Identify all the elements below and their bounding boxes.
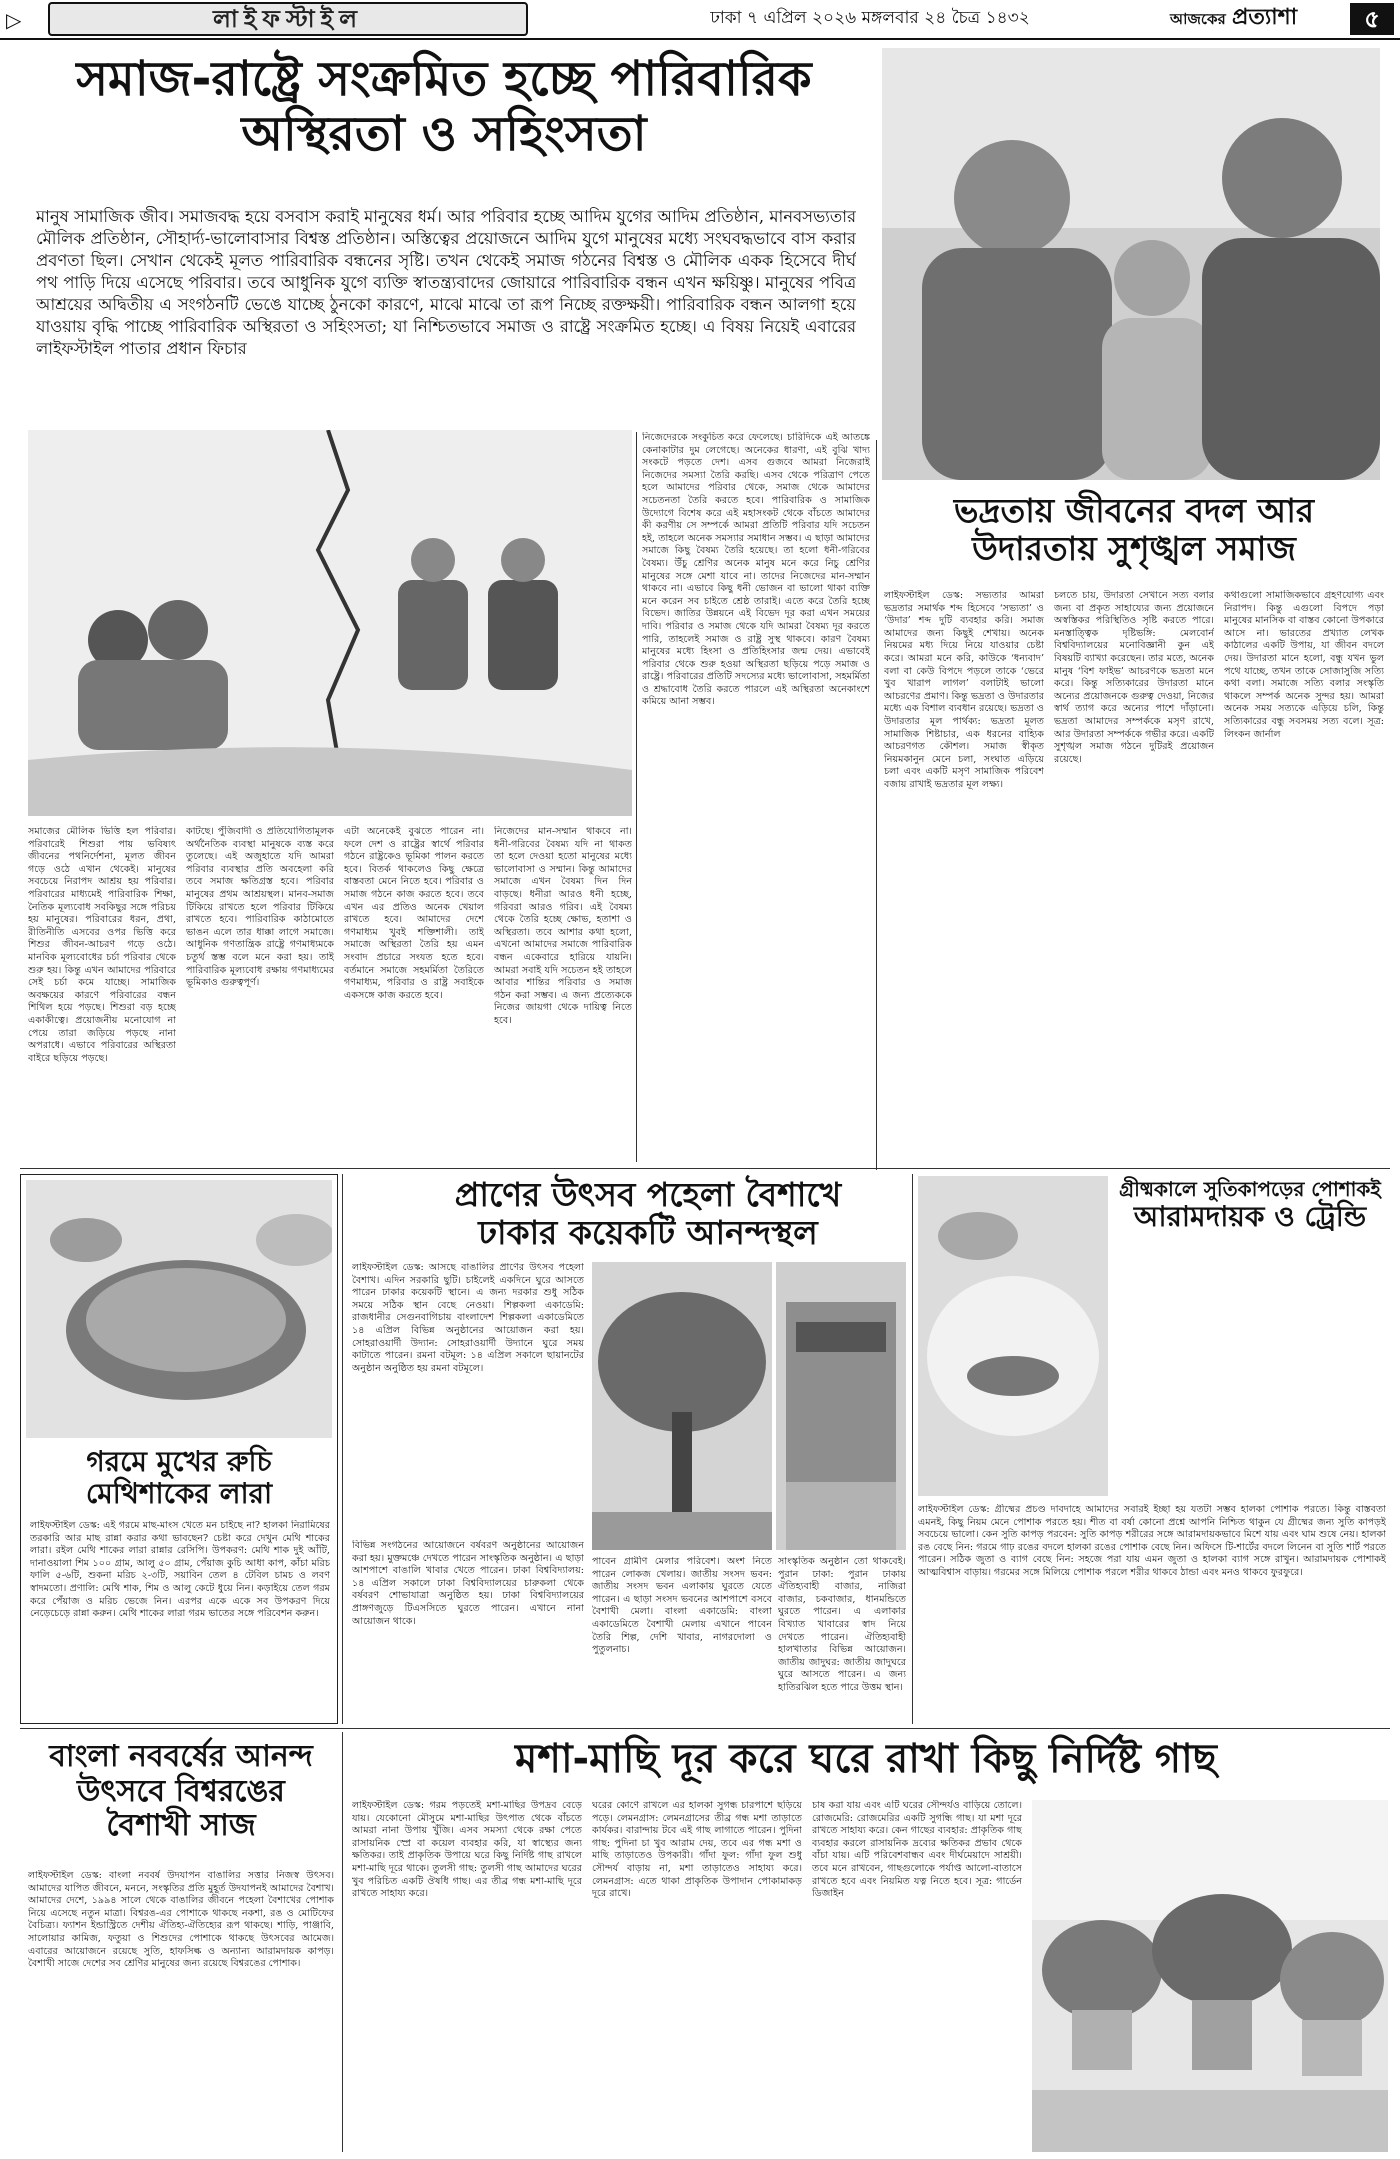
column-divider — [342, 1174, 343, 1724]
boishakh-museum-graphic — [776, 1262, 906, 1550]
couple-photo-graphic — [882, 48, 1380, 480]
bhadrata-headline-line2: উদারতায় সুশৃঙ্খল সমাজ — [972, 528, 1296, 568]
lead-headline — [24, 52, 864, 162]
saj-body: লাইফস্টাইল ডেস্ক: বাংলা নববর্ষ উদযাপন বাঙালির সত্তার নিজস্ব উৎসব। আমাদের যাপিত জীবনে, মননে, সংস্কৃতির প্রতি মুহূর্ত উদযাপনই আমাদের বৈশাখ। আমাদের দেশে, ১৯৯৪ সালে থেকে বাঙালির জীবনে পহেলা বৈশাখের পোশাক নিয়ে এসেছে নতুন মাত্রা। বিশ্বরঙ-এর পোশাকে থাকছে নকশা, রঙ ও মোটিফের বৈচিত্র্য। ফ্যাশন ইন্ডাস্ট্রিতে দেশীয় ঐতিহ্য-ঐতিহ্যের রূপ থাকছে। শাড়ি, পাঞ্জাবি, সালোয়ার কামিজ, ফতুয়া ও শিশুদের পোশাকে থাকছে উৎসবের আমেজ। এবারের আয়োজনে রয়েছে সুতি, হাফসিল্ক ও অন্যান্য আরামদায়ক কাপড়। বৈশাখী সাজে দেশের সব শ্রেণির মানুষের জন্য রয়েছে বিশ্বরঙের পোশাক। — [28, 1870, 334, 1970]
column-divider — [636, 432, 637, 1162]
methi-body: লাইফস্টাইল ডেস্ক: এই গরমে মাছ-মাংস খেতে মন চাইছে না? হালকা নিরামিষের তরকারি আর মাছ রান্না করার কথা ভাবছেন? চেষ্টা করে দেখুন মেথি শাকের লারা। রইল মেথি শাকের লারা রান্নার রেসিপি। উপকরণ: মেথি শাক দুই আঁটি, দানাওয়ালা শিম ১০০ গ্রাম, আলু ৫০ গ্রাম, পেঁয়াজ কুচি আধা কাপ, কাঁচা মরিচ ফালি ৫-৬টি, শুকনা মরিচ ২-৩টি, সয়াবিন তেল ৪ টেবিল চামচ ও লবণ স্বাদমতো। প্রণালি: মেথি শাক, শিম ও আলু কেটে ধুয়ে নিন। কড়াইয়ে তেল গরম করে পেঁয়াজ ও মরিচ ভেজে নিন। এরপর একে একে সব উপকরণ দিয়ে নেড়েচেড়ে রান্না করুন। মেথি শাকের লারা গরম ভাতের সঙ্গে পরিবেশন করুন। — [30, 1520, 330, 1620]
page-number: ৫ — [1350, 3, 1394, 35]
boishakh-headline — [348, 1176, 948, 1252]
lead-body-col3: এটা অনেকেই বুঝতে পারেন না। ফলে দেশ ও রাষ্ট্রের স্বার্থে পরিবার গঠনে রাষ্ট্রকেও ভূমিকা পালন করতে হবে। বিতর্ক থাকলেও কিছু ক্ষেত্রে বাস্তবতা মেনে নিতে হবে। পরিবার ও সমাজ গঠনে কাজ করতে হবে। তবে এখন এর প্রতিও অনেক খেয়াল রাখতে হবে। আমাদের দেশে গণমাধ্যম খুবই শক্তিশালী। তাই সমাজে অস্থিরতা তৈরি হয় এমন সংবাদ প্রচারে সংযত হতে হবে। বর্তমানে সমাজে সহমর্মিতা তৈরিতে গণমাধ্যম, পরিবার ও রাষ্ট্র সবাইকে একসঙ্গে কাজ করতে হবে। — [344, 826, 484, 1001]
brand-name: প্রত্যাশা — [1231, 5, 1298, 30]
saj-headline — [24, 1740, 338, 1844]
sutikapor-headline-line2: আরামদায়ক ও ট্রেন্ডি — [1133, 1200, 1367, 1233]
rice-fish-graphic — [918, 1176, 1108, 1496]
column-divider — [876, 440, 877, 1170]
saj-headline-line3: বৈশাখী সাজ — [106, 1808, 256, 1843]
bhadrata-headline — [884, 492, 1384, 568]
boishakh-col4: সাংস্কৃতিক অনুষ্ঠান তো থাকবেই। পুরান ঢাকা: পুরান ঢাকায় ঐতিহ্যবাহী বাজার, নাজিরা বাজার, চকবাজার, ধানমন্ডিতে ঘুরতে পারেন। এ এলাকার বিখ্যাত খাবারের স্বাদ নিয়ে দেখতে পারেন। ঐতিহ্যবাহী হালখাতার বিভিন্ন আয়োজন। জাতীয় জাদুঘর: জাতীয় জাদুঘরে ঘুরে আসতে পারেন। এ জন্য হাতিরঝিল হতে পারে উত্তম স্থান। — [778, 1556, 906, 1693]
moshamachhi-col3: চাষ করা যায় এবং এটি ঘরের সৌন্দর্যও বাড়িয়ে তোলে। রোজমেরি: রোজমেরির একটি সুগন্ধি গাছ। যা মশা দূরে রাখতে সাহায্য করে। কেন গাছের ব্যবহার: প্রাকৃতিক গাছ ব্যবহার করলে রাসায়নিক দ্রব্যের ক্ষতিকর প্রভাব থেকে বাঁচা যায়। এটি পরিবেশবান্ধব এবং দীর্ঘমেয়াদে সাশ্রয়ী। তবে মনে রাখবেন, গাছগুলোকে পর্যাপ্ত আলো-বাতাসে রাখতে হবে এবং নিয়মিত যত্ন নিতে হবে। সূত্র: গার্ডেন ডিজাইন — [812, 1800, 1022, 1900]
section-divider — [20, 1168, 1390, 1169]
moshamachhi-headline: মশা-মাছি দূর করে ঘরে রাখা কিছু নির্দিষ্ট গাছ — [515, 1736, 1217, 1782]
column-divider — [912, 1174, 913, 1724]
arrow-right-icon: ▷ — [6, 8, 22, 32]
lead-body-right: নিজেদেরকে সংকুচিত করে ফেলেছে। চারিদিকে এই আতঙ্কে কেনাকাটার দুম লেগেছে। অনেকের ধারণা, এই বুঝি খাদ্য সংকটে পড়তে দেশ। এসব গুজবে আমরা নিজেরাই নিজেদের সমস্যা তৈরি করছি। এসব থেকে পরিত্রাণ পেতে হলে আমাদের পরিবার থেকে, সমাজ থেকে আমাদের সচেতনতা তৈরি করতে হবে। পারিবারিক ও সামাজিক উদ্যোগে বিশেষ করে এই মহাসংকট থেকে বাঁচতে আমাদের কী করণীয় সে সম্পর্কে আমরা প্রতিটি পরিবার যদি সচেতন হই, তাহলে অনেক সমস্যার সমাধান সম্ভব। এ ছাড়া আমাদের সমাজে কিছু বৈষম্য তৈরি হয়েছে। তা হলো ধনী-গরিবের বৈষম্য। উঁচু শ্রেণির অনেক মানুষ মনে করে নিচু শ্রেণির মানুষের সঙ্গে মেশা যাবে না। তাদের নিজেদের মান-সম্মান থাকবে না। এভাবে কিছু ধনী ভোজন বা ভালো থাকা ব্যক্তি মনে করেন সব চাইতে শ্রেষ্ঠ তারাই। এতে করে তৈরি হচ্ছে বিভেদ। জাতির উন্নয়নে এই বিভেদ দূর করা এখন সময়ের দাবি। পরিবার ও সমাজ থেকে যদি আমরা বৈষম্য দূর করতে পারি, তাহলেই সমাজ ও রাষ্ট্র সুস্থ থাকবে। কারণ বৈষম্য মানুষের মধ্যে হিংসা ও প্রতিহিংসার জন্ম দেয়। এভাবেই পরিবার থেকে শুরু হওয়া অস্থিরতা ছড়িয়ে পড়ে সমাজ ও রাষ্ট্রে। পরিবারের প্রতিটি সদস্যের মধ্যে ভালোবাসা, সহমর্মিতা ও শ্রদ্ধাবোধ তৈরি করতে পারলে এই অস্থিরতা অনেকাংশে কমিয়ে আনা সম্ভব। — [642, 432, 870, 708]
brand-logo — [1170, 4, 1340, 34]
section-divider — [20, 1728, 1390, 1729]
lead-headline-line2: অস্থিরতা ও সহিংসতা — [241, 106, 647, 163]
column-divider — [342, 1732, 343, 2152]
brand-prefix: আজকের — [1170, 10, 1226, 28]
methi-headline-line1: গরমে মুখের রুচি — [86, 1445, 272, 1478]
boishakh-headline-line2: ঢাকার কয়েকটি আনন্দস্থল — [478, 1212, 818, 1252]
masthead — [0, 0, 1400, 40]
saj-headline-line2: উৎসবে বিশ্বরঙের — [77, 1773, 285, 1809]
lead-intro: মানুষ সামাজিক জীব। সমাজবদ্ধ হয়ে বসবাস করাই মানুষের ধর্ম। আর পরিবার হচ্ছে আদিম যুগের আদিম প্রতিষ্ঠান, মানবসভ্যতার মৌলিক প্রতিষ্ঠান, সৌহার্দ্য-ভালোবাসার বিশ্বস্ত প্রতিষ্ঠান। অস্তিত্বের প্রয়োজনে আদিম যুগে মানুষের মধ্যে সংঘবদ্ধভাবে বাস করার প্রবণতা ছিল। সেখান থেকেই মূলত পারিবারিক বন্ধনের সৃষ্টি। তখন থেকেই সমাজ গঠনের বিশ্বস্ত ও মৌলিক একক হিসেবে দীর্ঘ পথ পাড়ি দিয়ে এসেছে পরিবার। তবে আধুনিক যুগে ব্যক্তি স্বাতন্ত্র্যবাদের জোয়ারে পারিবারিক বন্ধন এখন ক্ষয়িষ্ণু। মানুষের পবিত্র আশ্রয়ের অদ্বিতীয় এ সংগঠনটি ভেঙে যাচ্ছে ঠুনকো কারণে, মাঝে মাঝে তা রূপ নিচ্ছে রক্তক্ষয়ী। পারিবারিক বন্ধন আলগা হয়ে যাওয়ায় বৃদ্ধি পাচ্ছে পারিবারিক অস্থিরতা ও সহিংসতা; যা নিশ্চিতভাবে সমাজ ও রাষ্ট্রে সংক্রমিত হচ্ছে। এ বিষয় নিয়েই এবারের লাইফস্টাইল পাতার প্রধান ফিচার — [36, 207, 856, 358]
bhadrata-headline-line1: ভদ্রতায় জীবনের বদল আর — [953, 491, 1315, 530]
family-illustration-graphic — [28, 430, 632, 816]
boishakh-headline-line1: প্রাণের উৎসব পহেলা বৈশাখে — [454, 1175, 842, 1214]
methi-headline — [26, 1446, 332, 1510]
boishakh-col3: পাবেন গ্রামীণ মেলার পরিবেশ। অংশ নিতে পারেন লোকজ খেলায়। জাতীয় সংসদ ভবন: জাতীয় সংসদ ভবন এলাকায় ঘুরতে যেতে পারেন। এ ছাড়া সংসদ ভবনের আশপাশে বসবে বৈশাখী মেলা। বাংলা একাডেমি: বাংলা একাডেমিতে বৈশাখী মেলায় এখানে পাবেন তৈরি শিল্প, দেশি খাবার, নাগরদোলা ও পুতুলনাচ। — [592, 1556, 772, 1656]
bhadrata-col1: লাইফস্টাইল ডেস্ক: সভ্যতার আমরা ভদ্রতার সমার্থক শব্দ হিসেবে ‘সভ্যতা’ ও ‘উদার’ শব্দ দুটি ব্যবহার করি। সমাজ আমাদের জন্য কিছুই শেখায়। অনেক নিয়মের মধ্য দিয়ে নিয়ে যাওয়ার চেষ্টা করে। আমরা মনে করি, কাউকে ‘ধন্যবাদ’ বলা বা কেউ বিপদে পড়লে তাকে ‘ভেরে খুব খারাপ লাগল’ বলাটাই ভালো আচরণের প্রমাণ। কিন্তু ভদ্রতা ও উদারতার মধ্যে এক বিশাল ব্যবধান রয়েছে। ভদ্রতা ও উদারতার মূল পার্থক্য: ভদ্রতা মূলত সামাজিক শিষ্টাচার, এক ধরনের বাহ্যিক আচরণগত কৌশল। সমাজ স্বীকৃত নিয়মকানুন মেনে চলা, সংঘাত এড়িয়ে চলা এবং একটি মসৃণ সামাজিক পরিবেশ বজায় রাখাই ভদ্রতার মূল লক্ষ্য। — [884, 590, 1044, 790]
balcony-plants-graphic — [1032, 1800, 1388, 2152]
sutikapor-headline-line1: গ্রীষ্মকালে সুতিকাপড়ের পোশাকই — [1119, 1177, 1381, 1201]
lead-body-col2: কাটছে। পুঁজিবাদী ও প্রতিযোগিতামূলক অর্থনৈতিক ব্যবস্থা মানুষকে ব্যস্ত করে তুলেছে। এই অজুহাতে যদি আমরা পরিবার ব্যবস্থার প্রতি অবহেলা করি তবে সমাজ ক্ষতিগ্রস্ত হবে। পরিবার মানুষের প্রথম আশ্রয়স্থল। মানব-সমাজ টিকিয়ে রাখতে হলে পরিবার টিকিয়ে রাখতে হবে। পারিবারিক কাঠামোতে ভাঙন এলে তার ধাক্কা লাগে সমাজে। আধুনিক গণতান্ত্রিক রাষ্ট্রে গণমাধ্যমকে চতুর্থ স্তম্ভ বলে মনে করা হয়। তাই পারিবারিক মূল্যবোধ রক্ষায় গণমাধ্যমের ভূমিকাও গুরুত্বপূর্ণ। — [186, 826, 334, 989]
bhadrata-col3: কথাগুলো সামাজিকভাবে গ্রহণযোগ্য এবং নিরাপদ। কিন্তু এগুলো বিপদে পড়া মানুষের মানসিক বা বাস্তব কোনো উপকারে আসে না। ভারতের প্রখ্যাত লেখক কাঠালের একটি উপায়, যা জীবন বদলে দেয়। উদারতা মানে হলো, বন্ধু যখন ভুল পথে যাচ্ছে, তখন তাকে সোজাসুজি সত্যি কথা বলা। সমাজে সত্যি বলার সংস্কৃতি থাকলে সম্পর্ক অনেক সুন্দর হয়। আমরা অনেক সময় সত্যকে এড়িয়ে চলি, কিন্তু সত্যিকারের বন্ধু সবসময় সত্য বলে। সূত্র: লিংকন জার্নাল — [1224, 590, 1384, 740]
boishakh-tree-graphic — [592, 1262, 772, 1550]
section-title: লাইফস্টাইল — [48, 2, 528, 36]
saj-headline-line1: বাংলা নববর্ষের আনন্দ — [49, 1739, 313, 1774]
balcony-plants-photo — [1032, 1800, 1388, 2152]
rice-fish-photo — [918, 1176, 1108, 1496]
methi-photo-graphic — [26, 1180, 332, 1438]
sutikapor-headline — [1112, 1178, 1388, 1233]
date-line: ঢাকা ৭ এপ্রিল ২০২৬ মঙ্গলবার ২৪ চৈত্র ১৪৩২ — [710, 8, 1030, 28]
boishakh-col1: লাইফস্টাইল ডেস্ক: আসছে বাঙালির প্রাণের উৎসব পহেলা বৈশাখ। এদিন সরকারি ছুটি। চাইলেই একদিনে ঘুরে আসতে পারেন ঢাকার কয়েকটি স্থানে। এ জন্য দরকার শুধু সঠিক সময়ে সঠিক স্থান বেছে নেওয়া। শিল্পকলা একাডেমি: রাজধানীর সেগুনবাগিচায় বাংলাদেশ শিল্পকলা একাডেমিতে ১৪ এপ্রিল বিভিন্ন অনুষ্ঠানের আয়োজন করা হয়। সোহরাওয়ার্দী উদ্যান: সোহরাওয়ার্দী উদ্যানে ঘুরে সময় কাটাতে পারেন। রমনা বটমূল: ১৪ এপ্রিল সকালে ছায়ানটের অনুষ্ঠান অনুষ্ঠিত হয় রমনা বটমূলে। — [352, 1262, 584, 1374]
sutikapor-body: লাইফস্টাইল ডেস্ক: গ্রীষ্মের প্রচণ্ড দাবদাহে আমাদের সবারই ইচ্ছা হয় যতটা সম্ভব হালকা পোশাক পরতে। কিন্তু বাস্তবতা এমনই, কিছু নিয়ম মেনে পোশাক পরতে হয়। শীত বা বর্ষা কোনো প্রশ্নে আপনি নিশ্চিত থাকুন যে গ্রীষ্মের জন্য সুতি কাপড়ই সবচেয়ে ভালো। কেন সুতি কাপড় পরবেন: সুতি কাপড় শরীরের সঙ্গে আরামদায়কভাবে মিশে যায় এবং ঘাম শুষে নেয়। হালকা রঙ বেছে নিন: গরমে গাঢ় রঙের বদলে হালকা রঙের পোশাক বেছে নিন। অফিসে টি-শার্টের বদলে লিনেন বা সুতি শার্ট পরতে পারেন। সঠিক জুতা ও ব্যাগ বেছে নিন: সহজে পরা যায় এমন জুতা ও হালকা ব্যাগ সঙ্গে রাখুন। আরামদায়ক পোশাকই আত্মবিশ্বাস বাড়ায়। গরমের সঙ্গে মিলিয়ে পোশাক পরলে শরীর থাকবে ঠান্ডা এবং মনও থাকবে ফুরফুরে। — [918, 1504, 1386, 1578]
bhadrata-col2: চলতে চায়, উদারতা সেখানে সত্য বলার জন্য বা প্রকৃত সাহায্যের জন্য প্রয়োজনে অস্বস্তিকর পরিস্থিতিও সৃষ্টি করতে পারে। মনস্তাত্ত্বিক দৃষ্টিভঙ্গি: মেলবোর্ন বিশ্ববিদ্যালয়ের মনোবিজ্ঞানী কুন এই বিষয়টি ব্যাখ্যা করেছেন। তার মতে, অনেক মানুষ ‘বিশ ফাইভ’ আচরণকে ভদ্রতা মনে করে। কিন্তু সত্যিকারের উদারতা মানে অন্যের প্রয়োজনকে গুরুত্ব দেওয়া, নিজের স্বার্থ ত্যাগ করে অন্যের পাশে দাঁড়ানো। ভদ্রতা আমাদের সম্পর্ককে মসৃণ রাখে, আর উদারতা সম্পর্ককে গভীর করে। একটি সুশৃঙ্খল সমাজ গঠনে দুটিরই প্রয়োজন রয়েছে। — [1054, 590, 1214, 765]
boishakh-tree-photo — [592, 1262, 772, 1550]
moshamachhi-col1: লাইফস্টাইল ডেস্ক: গরম পড়তেই মশা-মাছির উপদ্রব বেড়ে যায়। যেকোনো মৌসুমে মশা-মাছির উৎপাত থেকে বাঁচতে আমরা নানা উপায় খুঁজি। এসব সমস্যা থেকে রক্ষা পেতে রাসায়নিক স্প্রে বা কয়েল ব্যবহার করি, যা স্বাস্থ্যের জন্য ক্ষতিকর। তাই প্রাকৃতিক উপায়ে ঘরে কিছু নির্দিষ্ট গাছ রাখলে মশা-মাছি দূরে থাকে। তুলসী গাছ: তুলসী গাছ আমাদের ঘরের খুব পরিচিত একটি ঔষধি গাছ। এর তীব্র গন্ধ মশা-মাছি দূরে রাখতে সাহায্য করে। — [352, 1800, 582, 1900]
methi-headline-line2: মেথিশাকের লারা — [85, 1477, 273, 1511]
boishakh-museum-photo — [776, 1262, 906, 1550]
methi-photo — [26, 1180, 332, 1438]
moshamachhi-col2: ঘরের কোণে রাখলে এর হালকা সুগন্ধ চারপাশে ছড়িয়ে পড়ে। লেমনগ্রাস: লেমনগ্রাসের তীব্র গন্ধ মশা তাড়াতে কার্যকর। বারান্দায় টবে এই গাছ লাগাতে পারেন। পুদিনা গাছ: পুদিনা চা খুব আরাম দেয়, তবে এর গন্ধ মশা ও মাছি তাড়াতেও উপকারী। গাঁদা ফুল: গাঁদা ফুল শুধু সৌন্দর্য বাড়ায় না, মশা তাড়াতেও সাহায্য করে। লেমনগ্রাস: এতে থাকা প্রাকৃতিক উপাদান পোকামাকড় দূরে রাখে। — [592, 1800, 802, 1900]
couple-photo — [882, 48, 1380, 480]
lead-headline-line1: সমাজ-রাষ্ট্রে সংক্রমিত হচ্ছে পারিবারিক — [76, 51, 812, 107]
lead-body-col4: নিজেদের মান-সম্মান থাকবে না। ধনী-গরিবের বৈষম্য যদি না থাকত তা হলে দেওয়া হতো মানুষের মধ্যে ভালোবাসা ও সম্মান। কিন্তু আমাদের সমাজে এখন বৈষম্য দিন দিন বাড়ছে। ধনীরা আরও ধনী হচ্ছে, গরিবরা আরও গরিব। এই বৈষম্য থেকে তৈরি হচ্ছে ক্ষোভ, হতাশা ও অস্থিরতা। তবে আশার কথা হলো, এখনো আমাদের সমাজে পারিবারিক বন্ধন একেবারে হারিয়ে যায়নি। আমরা সবাই যদি সচেতন হই তাহলে আবার শান্তির পরিবার ও সমাজ গঠন করা সম্ভব। এ জন্য প্রত্যেককে নিজের জায়গা থেকে দায়িত্ব নিতে হবে। — [494, 826, 632, 1026]
lead-body-col1: সমাজের মৌলিক ভিত্তি হল পরিবার। পরিবারেই শিশুরা পায় ভবিষ্যৎ জীবনের পথনির্দেশনা, মূলত জীবন গড়ে ওঠে এখান থেকেই। মানুষের সবচেয়ে নিরাপদ আশ্রয় হয় পরিবার। পরিবারের মাধ্যমেই পারিবারিক শিক্ষা, নৈতিক মূল্যবোধ সবকিছুর সঙ্গে পরিচয় হয় মানুষের। পরিবারের ধরন, প্রথা, রীতিনীতি এসবের ওপর ভিত্তি করে শিশুর জীবন-আচরণ গড়ে ওঠে। মানবিক মূল্যবোধের চর্চা পরিবার থেকে শুরু হয়। কিন্তু এখন আমাদের পরিবারে সেই চর্চা কমে যাচ্ছে। সামাজিক অবক্ষয়ের কারণে পরিবারের বন্ধন শিথিল হয়ে পড়ছে। শিশুরা বড় হচ্ছে একাকীত্বে। প্রয়োজনীয় মনোযোগ না পেয়ে তারা জড়িয়ে পড়ছে নানা অপরাধে। এভাবে পরিবারের অস্থিরতা বাইরে ছড়িয়ে পড়ছে। — [28, 826, 176, 1064]
family-illustration — [28, 430, 632, 816]
boishakh-col2: বিভিন্ন সংগঠনের আয়োজনে বর্ষবরণ অনুষ্ঠানের আয়োজন করা হয়। মুক্তমঞ্চে দেখতে পারেন সাংস্কৃতিক অনুষ্ঠান। এ ছাড়া আশপাশে বাঙালি খাবার খেতে পারেন। ঢাকা বিশ্ববিদ্যালয়: ১৪ এপ্রিল সকালে ঢাকা বিশ্ববিদ্যালয়ের চারুকলা থেকে বর্ষবরণ শোভাযাত্রা অনুষ্ঠিত হয়। ঢাকা বিশ্ববিদ্যালয়ের প্রাঙ্গণজুড়ে টিএসসিতে ঘুরতে পারেন। এখানে নানা আয়োজন থাকে। — [352, 1540, 584, 1627]
